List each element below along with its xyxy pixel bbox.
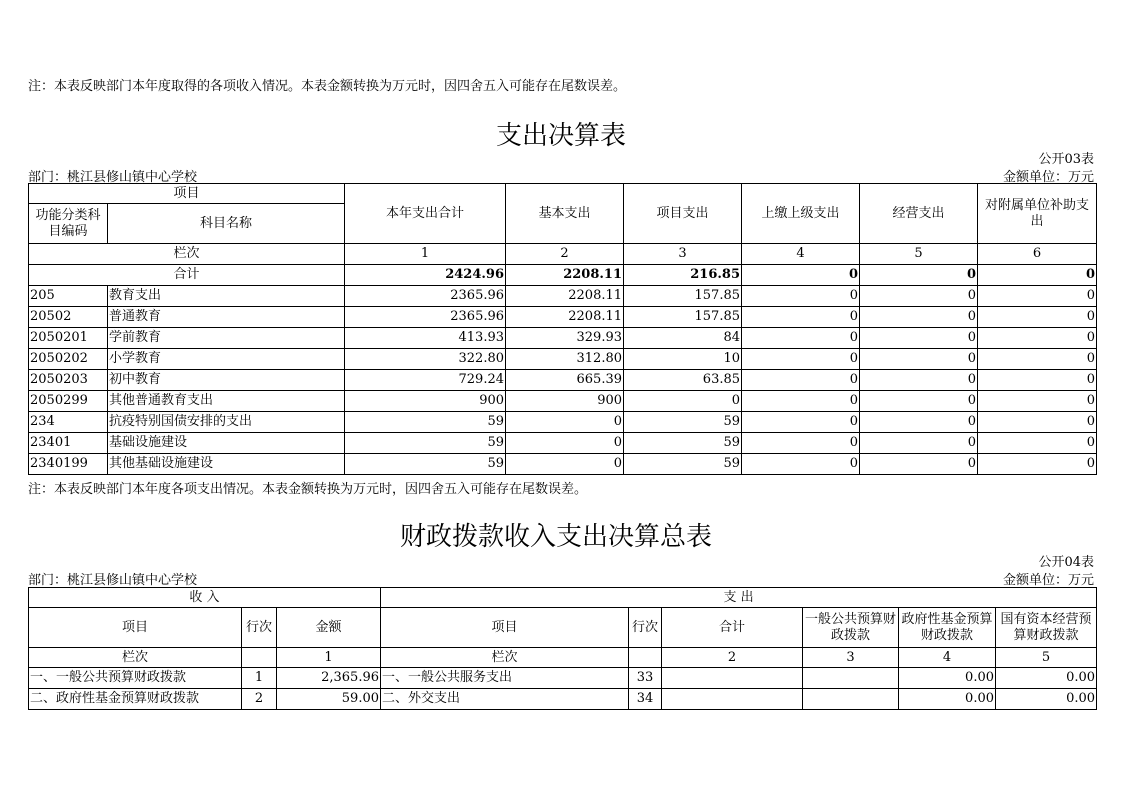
subject-name: 学前教育 (108, 328, 345, 349)
amount-cell: 0 (978, 454, 1097, 475)
expense-item: 二、外交支出 (381, 689, 629, 710)
table2-dept: 部门：桃江县修山镇中心学校 (28, 573, 198, 588)
col-num: 5 (860, 244, 978, 265)
general-budget-amount (803, 689, 899, 710)
amount-cell: 413.93 (345, 328, 506, 349)
subject-code: 2340199 (29, 454, 108, 475)
subject-code: 2050201 (29, 328, 108, 349)
amount-cell: 59 (624, 433, 742, 454)
amount-cell: 59 (624, 454, 742, 475)
table-row (29, 307, 1097, 328)
table1-title: 支出决算表 (496, 121, 627, 151)
table-row (29, 370, 1097, 391)
amount-cell: 665.39 (506, 370, 624, 391)
amount-cell: 0 (860, 286, 978, 307)
header-item: 项目 (29, 184, 345, 204)
col-expense-item: 项目 (381, 608, 629, 648)
amount-cell: 84 (624, 328, 742, 349)
income-header: 收 入 (29, 588, 381, 608)
total-value: 0 (978, 265, 1097, 286)
expense-table (28, 183, 1097, 475)
col-num: 3 (624, 244, 742, 265)
subject-name: 教育支出 (108, 286, 345, 307)
expense-lanci: 栏次 (381, 648, 629, 668)
state-capital-amount: 0.00 (996, 689, 1097, 710)
table-row (29, 689, 1097, 710)
amount-cell: 63.85 (624, 370, 742, 391)
amount-cell: 59 (345, 433, 506, 454)
amount-cell: 0 (978, 433, 1097, 454)
amount-cell: 322.80 (345, 349, 506, 370)
total-value: 0 (860, 265, 978, 286)
amount-cell: 157.85 (624, 286, 742, 307)
col-income-row-no: 行次 (242, 608, 277, 648)
header-col-operation: 经营支出 (860, 184, 978, 244)
table-row (29, 454, 1097, 475)
expense-total (662, 689, 803, 710)
table-row (29, 391, 1097, 412)
income-lanci: 栏次 (29, 648, 242, 668)
total-value: 2424.96 (345, 265, 506, 286)
subject-code: 205 (29, 286, 108, 307)
amount-cell: 10 (624, 349, 742, 370)
amount-cell: 157.85 (624, 307, 742, 328)
col-num: 2 (506, 244, 624, 265)
table1-code: 公开03表 (1038, 152, 1094, 167)
table-row (29, 349, 1097, 370)
amount-cell: 329.93 (506, 328, 624, 349)
amount-cell: 0 (978, 412, 1097, 433)
table1-note: 注：本表反映部门本年度各项支出情况。本表金额转换为万元时，因四舍五入可能存在尾数误差。 (28, 482, 588, 497)
subject-code: 2050202 (29, 349, 108, 370)
income-row-no: 2 (242, 689, 277, 710)
amount-cell: 0 (978, 286, 1097, 307)
amount-cell: 0 (506, 433, 624, 454)
fund-budget-amount: 0.00 (899, 668, 996, 689)
table2-code: 公开04表 (1038, 555, 1094, 570)
amount-cell: 59 (624, 412, 742, 433)
col-num: 5 (996, 648, 1097, 668)
amount-cell: 0 (742, 433, 860, 454)
income-item: 二、政府性基金预算财政拨款 (29, 689, 242, 710)
col-income-amount: 金额 (277, 608, 381, 648)
header-subject-name: 科目名称 (108, 204, 345, 244)
amount-cell: 0 (742, 454, 860, 475)
subject-name: 其他普通教育支出 (108, 391, 345, 412)
amount-cell: 729.24 (345, 370, 506, 391)
subject-code: 20502 (29, 307, 108, 328)
general-budget-amount (803, 668, 899, 689)
amount-cell: 2365.96 (345, 307, 506, 328)
income-amount: 2,365.96 (277, 668, 381, 689)
amount-cell: 2208.11 (506, 286, 624, 307)
income-item: 一、一般公共预算财政拨款 (29, 668, 242, 689)
total-value: 0 (742, 265, 860, 286)
amount-cell: 0 (978, 307, 1097, 328)
subject-name: 普通教育 (108, 307, 345, 328)
amount-cell: 0 (742, 328, 860, 349)
amount-cell: 0 (978, 391, 1097, 412)
table2-title: 财政拨款收入支出决算总表 (400, 522, 713, 552)
col-num: 3 (803, 648, 899, 668)
amount-cell: 2208.11 (506, 307, 624, 328)
fiscal-summary-table (28, 587, 1097, 710)
col-num: 4 (742, 244, 860, 265)
col-num: 2 (662, 648, 803, 668)
col-num: 4 (899, 648, 996, 668)
empty-cell (629, 648, 662, 668)
amount-cell: 0 (978, 328, 1097, 349)
col-num: 1 (277, 648, 381, 668)
amount-cell: 0 (624, 391, 742, 412)
col-general-budget: 一般公共预算财政拨款 (803, 608, 899, 648)
amount-cell: 0 (742, 391, 860, 412)
col-num: 1 (345, 244, 506, 265)
col-income-item: 项目 (29, 608, 242, 648)
header-col-project: 项目支出 (624, 184, 742, 244)
state-capital-amount: 0.00 (996, 668, 1097, 689)
header-col-upper: 上缴上级支出 (742, 184, 860, 244)
empty-cell (242, 648, 277, 668)
income-row-no: 1 (242, 668, 277, 689)
amount-cell: 0 (978, 349, 1097, 370)
total-row (29, 265, 1097, 286)
expense-item: 一、一般公共服务支出 (381, 668, 629, 689)
subject-code: 2050203 (29, 370, 108, 391)
amount-cell: 0 (860, 412, 978, 433)
amount-cell: 0 (978, 370, 1097, 391)
table-row (29, 668, 1097, 689)
total-label: 合计 (29, 265, 345, 286)
subject-code: 234 (29, 412, 108, 433)
amount-cell: 0 (742, 412, 860, 433)
col-num: 6 (978, 244, 1097, 265)
amount-cell: 2365.96 (345, 286, 506, 307)
expense-header: 支 出 (381, 588, 1097, 608)
header-col-basic: 基本支出 (506, 184, 624, 244)
subject-name: 初中教育 (108, 370, 345, 391)
amount-cell: 0 (506, 454, 624, 475)
subject-code: 2050299 (29, 391, 108, 412)
col-expense-row-no: 行次 (629, 608, 662, 648)
amount-cell: 0 (860, 370, 978, 391)
amount-cell: 900 (506, 391, 624, 412)
expense-row-no: 33 (629, 668, 662, 689)
expense-total (662, 668, 803, 689)
subject-name: 抗疫特别国债安排的支出 (108, 412, 345, 433)
lanci-label: 栏次 (29, 244, 345, 265)
amount-cell: 0 (860, 454, 978, 475)
income-amount: 59.00 (277, 689, 381, 710)
amount-cell: 0 (742, 286, 860, 307)
table-row (29, 328, 1097, 349)
table1-unit: 金额单位：万元 (1002, 170, 1094, 185)
amount-cell: 0 (742, 349, 860, 370)
expense-row-no: 34 (629, 689, 662, 710)
table-row (29, 286, 1097, 307)
header-col-subsidy: 对附属单位补助支出 (978, 184, 1097, 244)
subject-name: 小学教育 (108, 349, 345, 370)
subject-name: 其他基础设施建设 (108, 454, 345, 475)
amount-cell: 0 (860, 433, 978, 454)
amount-cell: 59 (345, 412, 506, 433)
subject-code: 23401 (29, 433, 108, 454)
table-row (29, 433, 1097, 454)
amount-cell: 0 (860, 328, 978, 349)
col-expense-total: 合计 (662, 608, 803, 648)
amount-cell: 0 (860, 349, 978, 370)
header-func-code: 功能分类科目编码 (29, 204, 108, 244)
total-value: 2208.11 (506, 265, 624, 286)
col-state-capital: 国有资本经营预算财政拨款 (996, 608, 1097, 648)
fund-budget-amount: 0.00 (899, 689, 996, 710)
header-col-total: 本年支出合计 (345, 184, 506, 244)
subject-name: 基础设施建设 (108, 433, 345, 454)
total-value: 216.85 (624, 265, 742, 286)
table-row (29, 412, 1097, 433)
amount-cell: 59 (345, 454, 506, 475)
table1-dept: 部门：桃江县修山镇中心学校 (28, 170, 198, 185)
col-fund-budget: 政府性基金预算财政拨款 (899, 608, 996, 648)
amount-cell: 312.80 (506, 349, 624, 370)
top-note: 注：本表反映部门本年度取得的各项收入情况。本表金额转换为万元时，因四舍五入可能存在尾数误差。 (28, 79, 627, 94)
amount-cell: 0 (506, 412, 624, 433)
amount-cell: 0 (860, 391, 978, 412)
amount-cell: 0 (860, 307, 978, 328)
amount-cell: 900 (345, 391, 506, 412)
amount-cell: 0 (742, 370, 860, 391)
amount-cell: 0 (742, 307, 860, 328)
table2-unit: 金额单位：万元 (1002, 573, 1094, 588)
